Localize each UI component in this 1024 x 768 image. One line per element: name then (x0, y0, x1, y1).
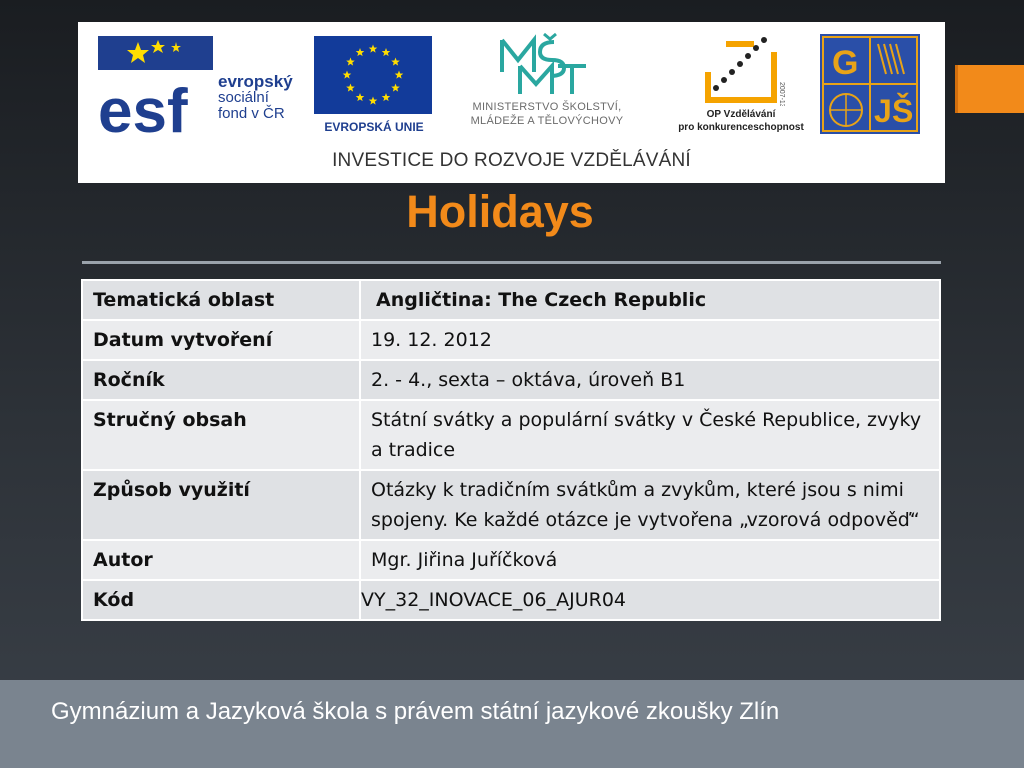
row-label: Autor (82, 540, 360, 580)
msmt-line-1: MINISTERSTVO ŠKOLSTVÍ, (472, 101, 622, 113)
msmt-logo (440, 32, 654, 136)
info-table (81, 279, 941, 621)
svg-text:esf: esf (98, 77, 188, 136)
row-label: Ročník (82, 360, 360, 400)
eu-star-icon (346, 58, 355, 66)
row-label: Datum vytvoření (82, 320, 360, 360)
row-value: 19. 12. 2012 (360, 320, 940, 360)
gjs-emblem-icon (820, 34, 920, 136)
tagline: INVESTICE DO ROZVOJE VZDĚLÁVÁNÍ (332, 150, 691, 171)
row-value: Otázky k tradičním svátkům a zvykům, které jsou s nimi spojeny. Ke každé otázce je vytvořena „vzorová odpověď“ (360, 470, 940, 540)
table-row (82, 360, 940, 400)
msmt-text (440, 100, 654, 128)
eu-star-icon (343, 71, 352, 79)
table-row (82, 580, 940, 620)
op-years: 2007-13 (778, 82, 785, 106)
row-value (360, 280, 940, 320)
op-line-1: OP Vzdělávání (706, 109, 776, 120)
orange-accent-bar (955, 65, 1024, 113)
row-value: Mgr. Jiřina Juříčková (360, 540, 940, 580)
eu-star-icon (369, 97, 378, 105)
esf-line-1: evropský (218, 72, 293, 91)
table-row (82, 400, 940, 470)
esf-logo (98, 36, 303, 136)
logo-banner (78, 22, 945, 183)
eu-star-icon (395, 71, 404, 79)
gjs-letter-s: Š (892, 93, 914, 129)
row-label: Tematická oblast (82, 280, 360, 320)
footer-bar (0, 680, 1024, 768)
eu-flag-icon (314, 36, 432, 114)
row-value: VY_32_INOVACE_06_AJUR04 (360, 580, 940, 620)
op-emblem-icon (676, 32, 806, 106)
eu-star-icon (391, 58, 400, 66)
row-value: 2. - 4., sexta – oktáva, úroveň B1 (360, 360, 940, 400)
eu-star-icon (391, 84, 400, 92)
row-value: Státní svátky a populární svátky v České Republice, zvyky a tradice (360, 400, 940, 470)
esf-star-icon (98, 36, 218, 136)
row-value-text: Angličtina: The Czech Republic (376, 289, 707, 311)
eu-label: EVROPSKÁ UNIE (324, 120, 424, 134)
msmt-line-2: MLÁDEŽE A TĚLOVÝCHOVY (470, 115, 624, 127)
esf-text (218, 74, 293, 122)
row-label: Způsob využití (82, 470, 360, 540)
eu-star-icon (356, 48, 365, 56)
table-row (82, 540, 940, 580)
op-text (676, 108, 806, 134)
esf-line-2: sociální (218, 89, 269, 106)
page-title: Holidays (406, 186, 594, 237)
eu-star-icon (382, 93, 391, 101)
op-line-2: pro konkurenceschopnost (678, 122, 804, 133)
table-row (82, 280, 940, 320)
table-row (82, 320, 940, 360)
op-logo (676, 32, 806, 136)
gjs-letter-g: G (832, 44, 859, 82)
esf-line-3: fond v ČR (218, 105, 285, 122)
eu-star-icon (382, 48, 391, 56)
eu-logo (314, 36, 434, 136)
footer-text: Gymnázium a Jazyková škola s právem státní jazykové zkoušky Zlín (51, 698, 780, 725)
title-divider (82, 261, 941, 264)
row-label: Kód (82, 580, 360, 620)
eu-star-icon (346, 84, 355, 92)
gjs-letter-j: J (874, 93, 892, 129)
eu-star-icon (369, 45, 378, 53)
row-label: Stručný obsah (82, 400, 360, 470)
gjs-logo (820, 34, 920, 136)
msmt-monogram-icon (440, 32, 654, 98)
table-row (82, 470, 940, 540)
eu-star-icon (356, 93, 365, 101)
